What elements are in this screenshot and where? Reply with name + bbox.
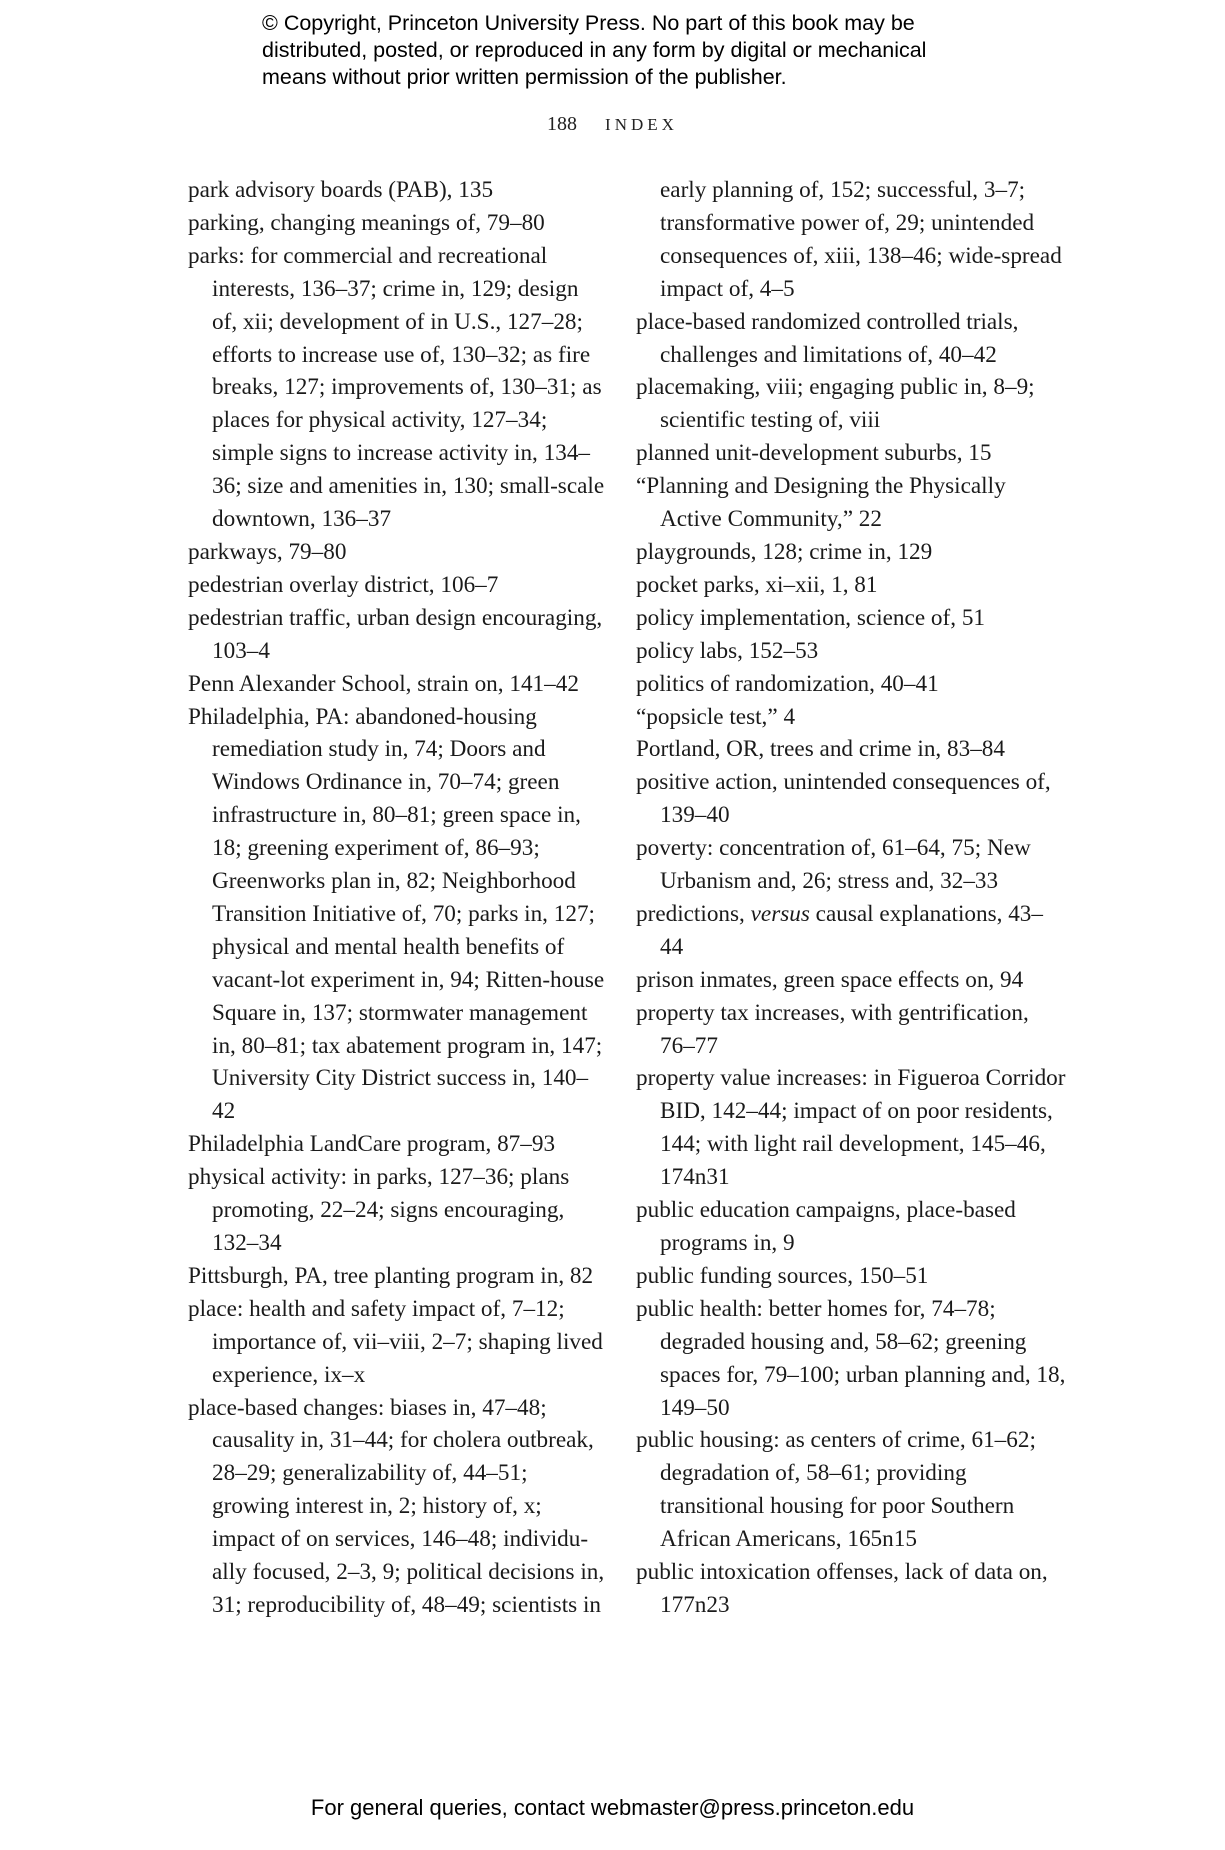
footer-contact: For general queries, contact webmaster@press.princeton.edu	[310, 1795, 915, 1820]
index-entry: pocket parks, xi–xii, 1, 81	[636, 571, 878, 598]
index-entry: planned unit-development suburbs, 15	[636, 440, 992, 467]
index-entry: parkways, 79–80	[188, 538, 347, 565]
index-entry: Philadelphia LandCare program, 87–93	[188, 1131, 556, 1158]
index-entry: policy implementation, science of, 51	[636, 604, 986, 631]
entry-text-before: predictions,	[636, 900, 751, 927]
index-entry: public intoxication offenses, lack of data on, 177n23	[636, 1559, 1048, 1618]
index-entry: parking, changing meanings of, 79–80	[188, 209, 545, 236]
index-entry: park advisory boards (PAB), 135	[188, 177, 494, 203]
index-entry: Penn Alexander School, strain on, 141–42	[188, 670, 579, 697]
index-entry: public education campaigns, place-based programs in, 9	[636, 1197, 1016, 1256]
index-entry: positive action, unintended consequences of, 139–40	[636, 769, 1051, 829]
index-entry: Pittsburgh, PA, tree planting program in, 82	[188, 1262, 594, 1289]
index-entry: parks: for commercial and recreational interests, 136–37; crime in, 129; design of, xii; development of in U.S., 127–28; efforts to increase use of, 130–32; as fire breaks, 127; improvements of, 130–31; as places for physical activity, 127–34; simple signs to increase activity in, 134–36; size and amenities in, 130; small-scale downtown, 136–37	[188, 242, 605, 533]
index-entry: politics of randomization, 40–41	[636, 670, 939, 697]
index-entry: public funding sources, 150–51	[636, 1262, 929, 1289]
index-entry: place-based changes: biases in, 47–48; causality in, 31–44; for cholera outbreak, 28–29; generalizability of, 44–51; growing interest in, 2; history of, x; impact of on services, 146–48; individu-ally focused, 2–3, 9; political decisions in, 31; reproducibility of, 48–49; scientists in	[188, 1394, 605, 1618]
index-entry: place: health and safety impact of, 7–12; importance of, vii–viii, 2–7; shaping lived experience, ix–x	[188, 1295, 603, 1388]
index-entry	[636, 898, 1066, 964]
index-entry: pedestrian overlay district, 106–7	[188, 571, 499, 598]
running-head	[0, 113, 1225, 136]
index-entry: “Planning and Designing the Physically Active Community,” 22	[636, 473, 1006, 533]
index-entry: policy labs, 152–53	[636, 637, 819, 664]
index-entry: physical activity: in parks, 127–36; plans promoting, 22–24; signs encouraging, 132–34	[188, 1164, 570, 1256]
index-entry: property tax increases, with gentrification, 76–77	[636, 999, 1029, 1059]
index-entry: public housing: as centers of crime, 61–62; degradation of, 58–61; providing transitional housing for poor Southern African Americans, 165n15	[636, 1427, 1036, 1553]
index-entry: Philadelphia, PA: abandoned-housing remediation study in, 74; Doors and Windows Ordinance in, 70–74; green infrastructure in, 80–81; green space in, 18; greening experiment of, 86–93; Greenworks plan in, 82; Neighborhood Transition Initiative of, 70; parks in, 127; physical and mental health benefits of vacant-lot experiment in, 94; Ritten-house Square in, 137; stormwater management in, 80–81; tax abatement program in, 147; University City District success in, 140–42	[188, 703, 605, 1125]
running-head-title: INDEX	[605, 115, 678, 134]
index-entry: prison inmates, green space effects on, 94	[636, 966, 1024, 993]
index-entry: property value increases: in Figueroa Corridor BID, 142–44; impact of on poor residents, 144; with light rail development, 145–46, 174n31	[636, 1065, 1066, 1191]
index-column-left	[188, 174, 608, 1622]
index-entry: playgrounds, 128; crime in, 129	[636, 538, 933, 565]
index-entry: place-based randomized controlled trials, challenges and limitations of, 40–42	[636, 308, 1019, 368]
index-column-right	[636, 174, 1066, 1622]
index-entry: placemaking, viii; engaging public in, 8–9; scientific testing of, viii	[636, 374, 1035, 434]
index-entry: Portland, OR, trees and crime in, 83–84	[636, 736, 1005, 763]
index-entry-continuation: early planning of, 152; successful, 3–7; transformative power of, 29; unintended consequences of, xiii, 138–46; wide-spread impact of, 4–5	[660, 177, 1062, 302]
index-entry: poverty: concentration of, 61–64, 75; New Urbanism and, 26; stress and, 32–33	[636, 835, 1031, 895]
copyright-notice: © Copyright, Princeton University Press. No part of this book may be distributed, posted, or reproduced in any form by digital or mechanical means without prior written permission of the publisher.	[262, 11, 927, 89]
entry-text-after: causal explanations, 43–44	[660, 900, 1043, 960]
page-number: 188	[547, 113, 578, 135]
index-entry: public health: better homes for, 74–78; degraded housing and, 58–62; greening spaces for, 79–100; urban planning and, 18, 149–50	[636, 1295, 1066, 1421]
entry-text-italic: versus	[750, 900, 810, 927]
index-entry: pedestrian traffic, urban design encouraging, 103–4	[188, 604, 603, 664]
index-entry: “popsicle test,” 4	[636, 703, 796, 730]
